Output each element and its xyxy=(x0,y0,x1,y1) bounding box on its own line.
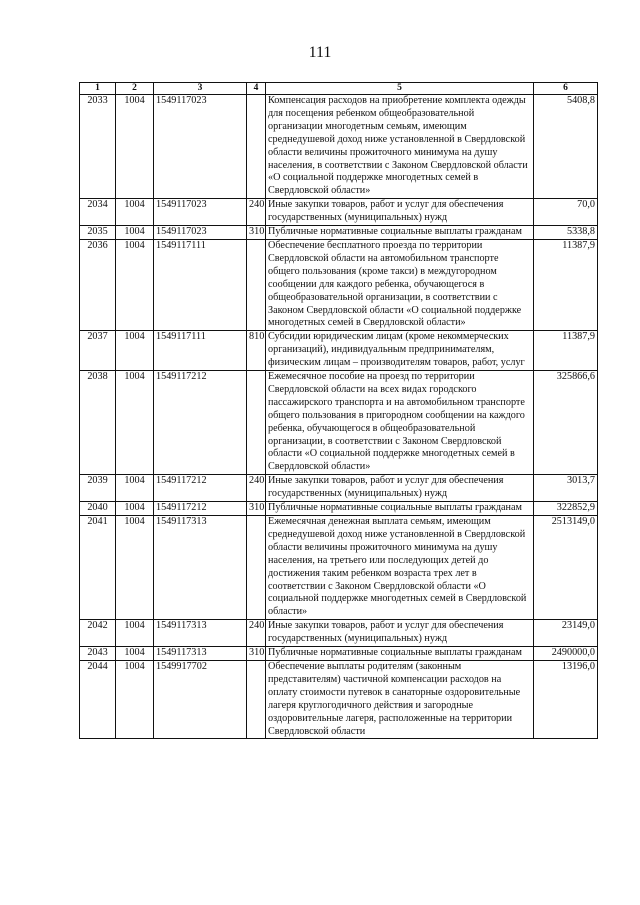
table-row xyxy=(80,331,598,371)
target-article-code: 1549117212 xyxy=(154,502,247,516)
expense-type-code xyxy=(247,371,266,475)
row-number: 2034 xyxy=(80,199,116,226)
item-description: Обеспечение бесплатного проезда по территории Свердловской области на автомобильном транспорте общего пользования (кроме такси) в междугородном сообщении для каждого ребенка, обучающегося в общеобразовательной организации, в соответствии с Законом Свердловской области «О социальной поддержке многодетных семей в Свердловской области» xyxy=(266,239,534,330)
item-description: Публичные нормативные социальные выплаты гражданам xyxy=(266,226,534,240)
expense-type-code: 240 xyxy=(247,620,266,647)
row-number: 2038 xyxy=(80,371,116,475)
header-col-2: 2 xyxy=(116,83,154,95)
amount: 5408,8 xyxy=(534,95,598,199)
table-row xyxy=(80,371,598,475)
item-description: Иные закупки товаров, работ и услуг для обеспечения государственных (муниципальных) нужд xyxy=(266,199,534,226)
expense-type-code: 240 xyxy=(247,475,266,502)
section-code: 1004 xyxy=(116,199,154,226)
section-code: 1004 xyxy=(116,516,154,620)
target-article-code: 1549117313 xyxy=(154,647,247,661)
section-code: 1004 xyxy=(116,502,154,516)
amount: 23149,0 xyxy=(534,620,598,647)
table-row xyxy=(80,199,598,226)
expense-type-code xyxy=(247,239,266,330)
item-description: Субсидии юридическим лицам (кроме некоммерческих организаций), индивидуальным предпринимателям, физическим лицам – производителям товаров, работ, услуг xyxy=(266,331,534,371)
row-number: 2039 xyxy=(80,475,116,502)
header-col-6: 6 xyxy=(534,83,598,95)
target-article-code: 1549117023 xyxy=(154,199,247,226)
section-code: 1004 xyxy=(116,239,154,330)
row-number: 2044 xyxy=(80,660,116,738)
header-col-5: 5 xyxy=(266,83,534,95)
amount: 325866,6 xyxy=(534,371,598,475)
target-article-code: 1549117212 xyxy=(154,371,247,475)
amount: 5338,8 xyxy=(534,226,598,240)
header-col-3: 3 xyxy=(154,83,247,95)
amount: 322852,9 xyxy=(534,502,598,516)
row-number: 2041 xyxy=(80,516,116,620)
table-row xyxy=(80,516,598,620)
item-description: Иные закупки товаров, работ и услуг для обеспечения государственных (муниципальных) нужд xyxy=(266,475,534,502)
amount: 70,0 xyxy=(534,199,598,226)
target-article-code: 1549117023 xyxy=(154,226,247,240)
expense-type-code xyxy=(247,516,266,620)
expense-type-code xyxy=(247,95,266,199)
row-number: 2033 xyxy=(80,95,116,199)
table-row xyxy=(80,660,598,738)
row-number: 2035 xyxy=(80,226,116,240)
item-description: Публичные нормативные социальные выплаты гражданам xyxy=(266,647,534,661)
section-code: 1004 xyxy=(116,475,154,502)
target-article-code: 1549117313 xyxy=(154,620,247,647)
section-code: 1004 xyxy=(116,331,154,371)
table-row xyxy=(80,647,598,661)
section-code: 1004 xyxy=(116,660,154,738)
target-article-code: 1549117111 xyxy=(154,331,247,371)
table-row xyxy=(80,620,598,647)
item-description: Иные закупки товаров, работ и услуг для обеспечения государственных (муниципальных) нужд xyxy=(266,620,534,647)
target-article-code: 1549117313 xyxy=(154,516,247,620)
expense-type-code: 310 xyxy=(247,502,266,516)
section-code: 1004 xyxy=(116,371,154,475)
amount: 2490000,0 xyxy=(534,647,598,661)
section-code: 1004 xyxy=(116,95,154,199)
amount: 11387,9 xyxy=(534,239,598,330)
budget-table xyxy=(79,82,598,739)
item-description: Ежемесячное пособие на проезд по территории Свердловской области на всех видах городского пассажирского транспорта и на автомобильном транспорте общего пользования в пригородном сообщении на каждого ребенка, обучающегося в общеобразовательной организации, в соответствии с Законом Свердловской области «О социальной поддержке многодетных семей в Свердловской области» xyxy=(266,371,534,475)
target-article-code: 1549117111 xyxy=(154,239,247,330)
row-number: 2043 xyxy=(80,647,116,661)
target-article-code: 1549117212 xyxy=(154,475,247,502)
header-row xyxy=(80,83,598,95)
table-row xyxy=(80,502,598,516)
table-row xyxy=(80,475,598,502)
amount: 2513149,0 xyxy=(534,516,598,620)
row-number: 2036 xyxy=(80,239,116,330)
section-code: 1004 xyxy=(116,620,154,647)
table-row xyxy=(80,226,598,240)
table-body xyxy=(80,95,598,739)
item-description: Компенсация расходов на приобретение комплекта одежды для посещения ребенком общеобразовательной организации многодетным семьям, имеющим среднедушевой доход ниже установленной в Свердловской области величины прожиточного минимума на душу населения, в соответствии с Законом Свердловской области «О социальной поддержке многодетных семей в Свердловской области» xyxy=(266,95,534,199)
row-number: 2037 xyxy=(80,331,116,371)
target-article-code: 1549117023 xyxy=(154,95,247,199)
amount: 11387,9 xyxy=(534,331,598,371)
expense-type-code: 810 xyxy=(247,331,266,371)
section-code: 1004 xyxy=(116,226,154,240)
header-col-1: 1 xyxy=(80,83,116,95)
item-description: Ежемесячная денежная выплата семьям, имеющим среднедушевой доход ниже установленной в Свердловской области величины прожиточного минимума на душу населения, на третьего или последующих детей до достижения таким ребенком возраста трех лет в соответствии с Законом Свердловской области «О социальной поддержке многодетных семей в Свердловской области» xyxy=(266,516,534,620)
page-number: 111 xyxy=(308,44,332,61)
table-row xyxy=(80,95,598,199)
table-header xyxy=(80,83,598,95)
expense-type-code: 310 xyxy=(247,647,266,661)
amount: 13196,0 xyxy=(534,660,598,738)
row-number: 2040 xyxy=(80,502,116,516)
item-description: Обеспечение выплаты родителям (законным представителям) частичной компенсации расходов на оплату стоимости путевок в санаторные оздоровительные лагеря круглогодичного действия и загородные оздоровительные лагеря, расположенные на территории Свердловской области xyxy=(266,660,534,738)
row-number: 2042 xyxy=(80,620,116,647)
expense-type-code: 240 xyxy=(247,199,266,226)
item-description: Публичные нормативные социальные выплаты гражданам xyxy=(266,502,534,516)
header-col-4: 4 xyxy=(247,83,266,95)
amount: 3013,7 xyxy=(534,475,598,502)
section-code: 1004 xyxy=(116,647,154,661)
target-article-code: 1549917702 xyxy=(154,660,247,738)
table-row xyxy=(80,239,598,330)
expense-type-code xyxy=(247,660,266,738)
expense-type-code: 310 xyxy=(247,226,266,240)
